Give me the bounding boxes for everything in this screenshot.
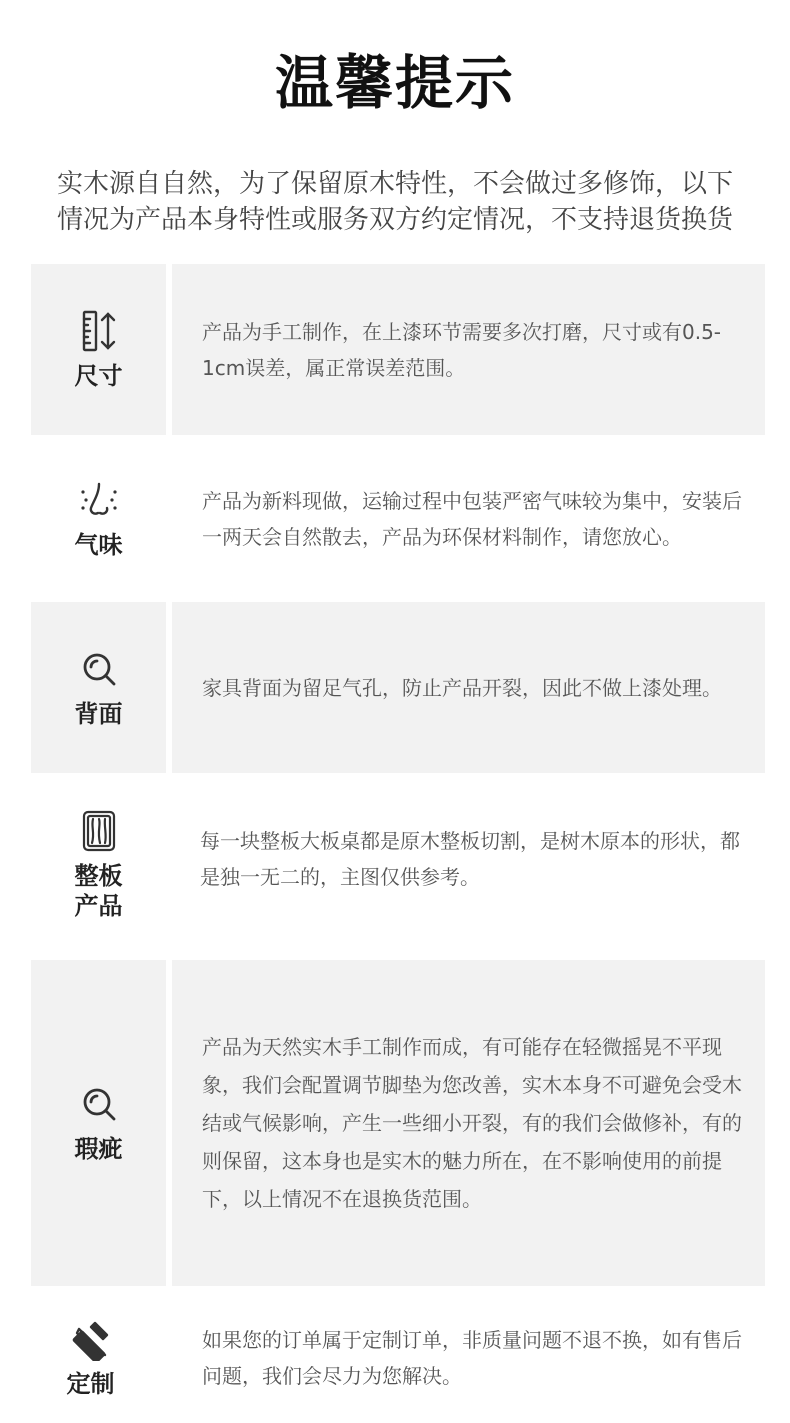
tip-row-smell — [31, 437, 765, 601]
tip-label: 尺寸 — [74, 361, 123, 390]
tip-label: 整板 产品 — [74, 862, 123, 920]
tip-label: 气味 — [74, 531, 123, 559]
tip-text: 家具背面为留足气孔，防止产品开裂，因此不做上漆处理。 — [202, 675, 722, 700]
tip-row-slab — [31, 775, 765, 955]
tip-label: 定制 — [66, 1369, 115, 1398]
pencil-ruler-icon — [69, 1317, 113, 1361]
intro-paragraph — [30, 166, 760, 238]
tip-text-cell — [172, 602, 765, 773]
tip-text-cell — [172, 775, 765, 955]
tip-label: 背面 — [74, 699, 123, 728]
tip-row-size — [31, 264, 765, 435]
tip-text: 产品为新料现做，运输过程中包装严密气味较为集中，安装后一两天会自然散去，产品为环保材料制作，请您放心。 — [202, 489, 742, 549]
tip-text: 产品为天然实木手工制作而成，有可能存在轻微摇晃不平现象，我们会配置调节脚垫为您改善，实木本身不可避免会受木结或气候影响，产生一些细小开裂，有的我们会做修补，有的则保留，这本身也是实木的魅力所在，在不影响使用的前提下，以上情况不在退换货范围。 — [202, 1035, 742, 1211]
tip-icon-cell — [23, 1292, 158, 1423]
nose-smell-icon — [77, 478, 121, 522]
tip-icon-cell — [31, 264, 166, 435]
tip-row-flaw — [31, 960, 765, 1286]
tip-icon-cell — [31, 437, 166, 601]
tip-text: 每一块整板大板桌都是原木整板切割，是树木原本的形状，都是独一无二的，主图仅供参考。 — [200, 829, 740, 889]
tip-text-cell — [172, 437, 765, 601]
tip-row-custom — [31, 1292, 765, 1423]
intro-line-2: 情况为产品本身特性或服务双方约定情况，不支持退货换货 — [56, 205, 733, 235]
tip-text-cell — [172, 960, 765, 1286]
tip-icon-cell — [31, 960, 166, 1286]
ruler-size-icon — [77, 309, 121, 353]
tip-icon-cell — [31, 775, 166, 955]
magnifier-icon — [77, 1082, 121, 1126]
tip-text: 产品为手工制作，在上漆环节需要多次打磨，尺寸或有0.5-1cm误差，属正常误差范围。 — [202, 319, 722, 380]
tip-text-cell — [172, 264, 765, 435]
magnifier-icon — [77, 647, 121, 691]
intro-line-1: 实木源自自然，为了保留原木特性，不会做过多修饰，以下 — [56, 169, 733, 199]
tip-row-back — [31, 602, 765, 773]
wood-slab-icon — [77, 809, 121, 853]
tip-text: 如果您的订单属于定制订单，非质量问题不退不换，如有售后问题，我们会尽力为您解决。 — [202, 1327, 742, 1388]
tip-label: 瑕疵 — [74, 1135, 123, 1163]
tip-icon-cell — [31, 602, 166, 773]
page-title: 温馨提示 — [274, 49, 515, 117]
tip-text-cell — [172, 1292, 765, 1423]
